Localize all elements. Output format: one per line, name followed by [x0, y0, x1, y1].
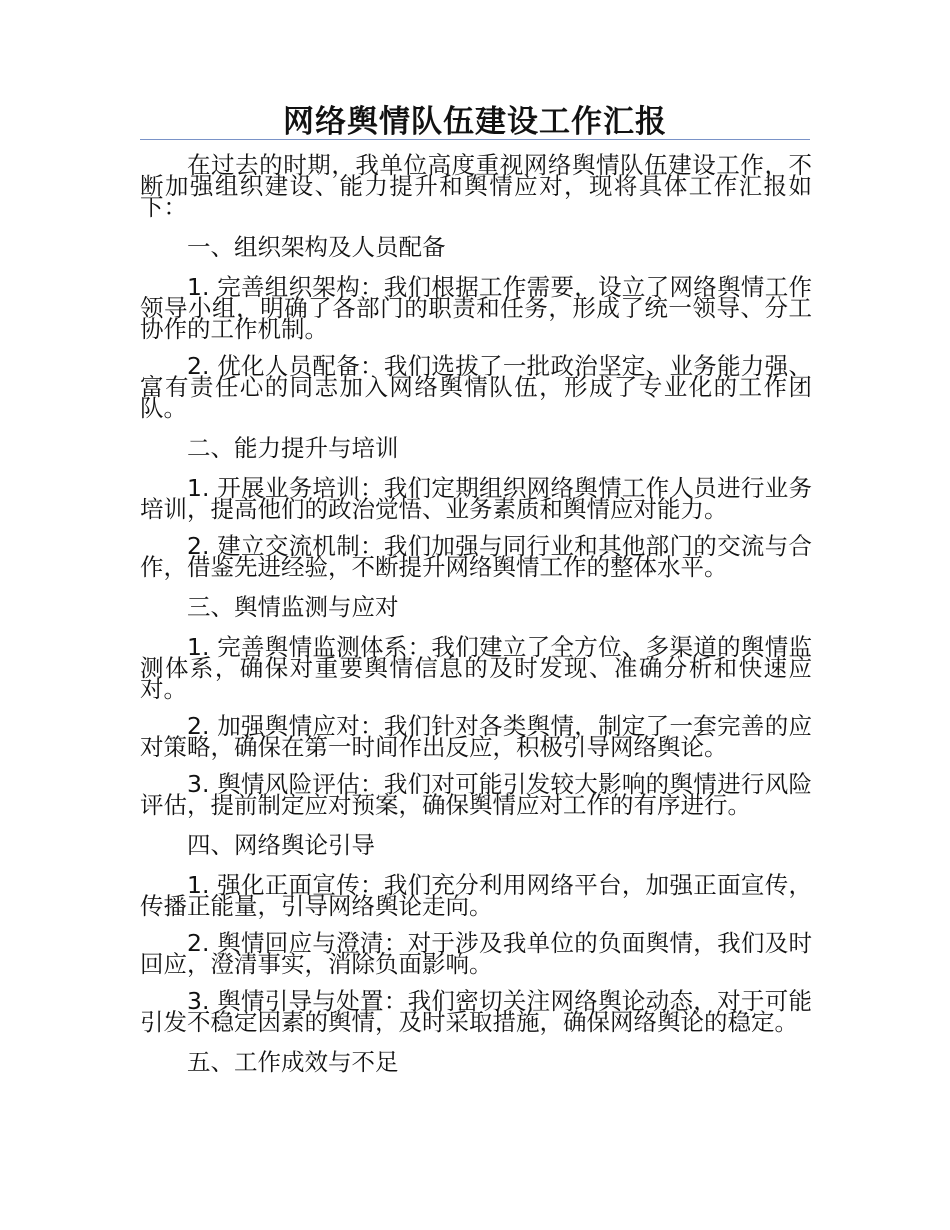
section-heading-1: 一、组织架构及人员配备	[187, 233, 446, 261]
section-4-item-2: 2. 舆情回应与澄清：对于涉及我单位的负面舆情，我们及时回应，澄清事实，消除负面影响。	[140, 929, 812, 978]
document-body	[140, 151, 812, 1092]
section-2-item-2: 2. 建立交流机制：我们加强与同行业和其他部门的交流与合作，借鉴先进经验，不断提升网络舆情工作的整体水平。	[140, 532, 812, 581]
section-heading-3: 三、舆情监测与应对	[187, 593, 399, 621]
intro-paragraph: 在过去的时期，我单位高度重视网络舆情队伍建设工作，不断加强组织建设、能力提升和舆情应对，现将具体工作汇报如下：	[140, 151, 812, 221]
document-title: 网络舆情队伍建设工作汇报	[283, 104, 667, 140]
section-heading-2: 二、能力提升与培训	[187, 434, 399, 462]
title-underline	[140, 139, 810, 140]
section-heading-5: 五、工作成效与不足	[187, 1048, 399, 1076]
section-4-item-3: 3. 舆情引导与处置：我们密切关注网络舆论动态，对于可能引发不稳定因素的舆情，及时采取措施，确保网络舆论的稳定。	[140, 987, 812, 1036]
section-1-item-2: 2. 优化人员配备：我们选拔了一批政治坚定、业务能力强、富有责任心的同志加入网络舆情队伍，形成了专业化的工作团队。	[140, 352, 812, 422]
section-3-item-3: 3. 舆情风险评估：我们对可能引发较大影响的舆情进行风险评估，提前制定应对预案，确保舆情应对工作的有序进行。	[140, 770, 812, 819]
section-3-item-2: 2. 加强舆情应对：我们针对各类舆情，制定了一套完善的应对策略，确保在第一时间作出反应，积极引导网络舆论。	[140, 712, 812, 761]
section-1-item-1: 1. 完善组织架构：我们根据工作需要，设立了网络舆情工作领导小组，明确了各部门的职责和任务，形成了统一领导、分工协作的工作机制。	[140, 273, 812, 343]
section-3-item-1: 1. 完善舆情监测体系：我们建立了全方位、多渠道的舆情监测体系，确保对重要舆情信息的及时发现、准确分析和快速应对。	[140, 633, 812, 703]
section-2-item-1: 1. 开展业务培训：我们定期组织网络舆情工作人员进行业务培训，提高他们的政治觉悟、业务素质和舆情应对能力。	[140, 474, 812, 523]
section-heading-4: 四、网络舆论引导	[187, 831, 375, 859]
section-4-item-1: 1. 强化正面宣传：我们充分利用网络平台，加强正面宣传，传播正能量，引导网络舆论走向。	[140, 871, 812, 920]
